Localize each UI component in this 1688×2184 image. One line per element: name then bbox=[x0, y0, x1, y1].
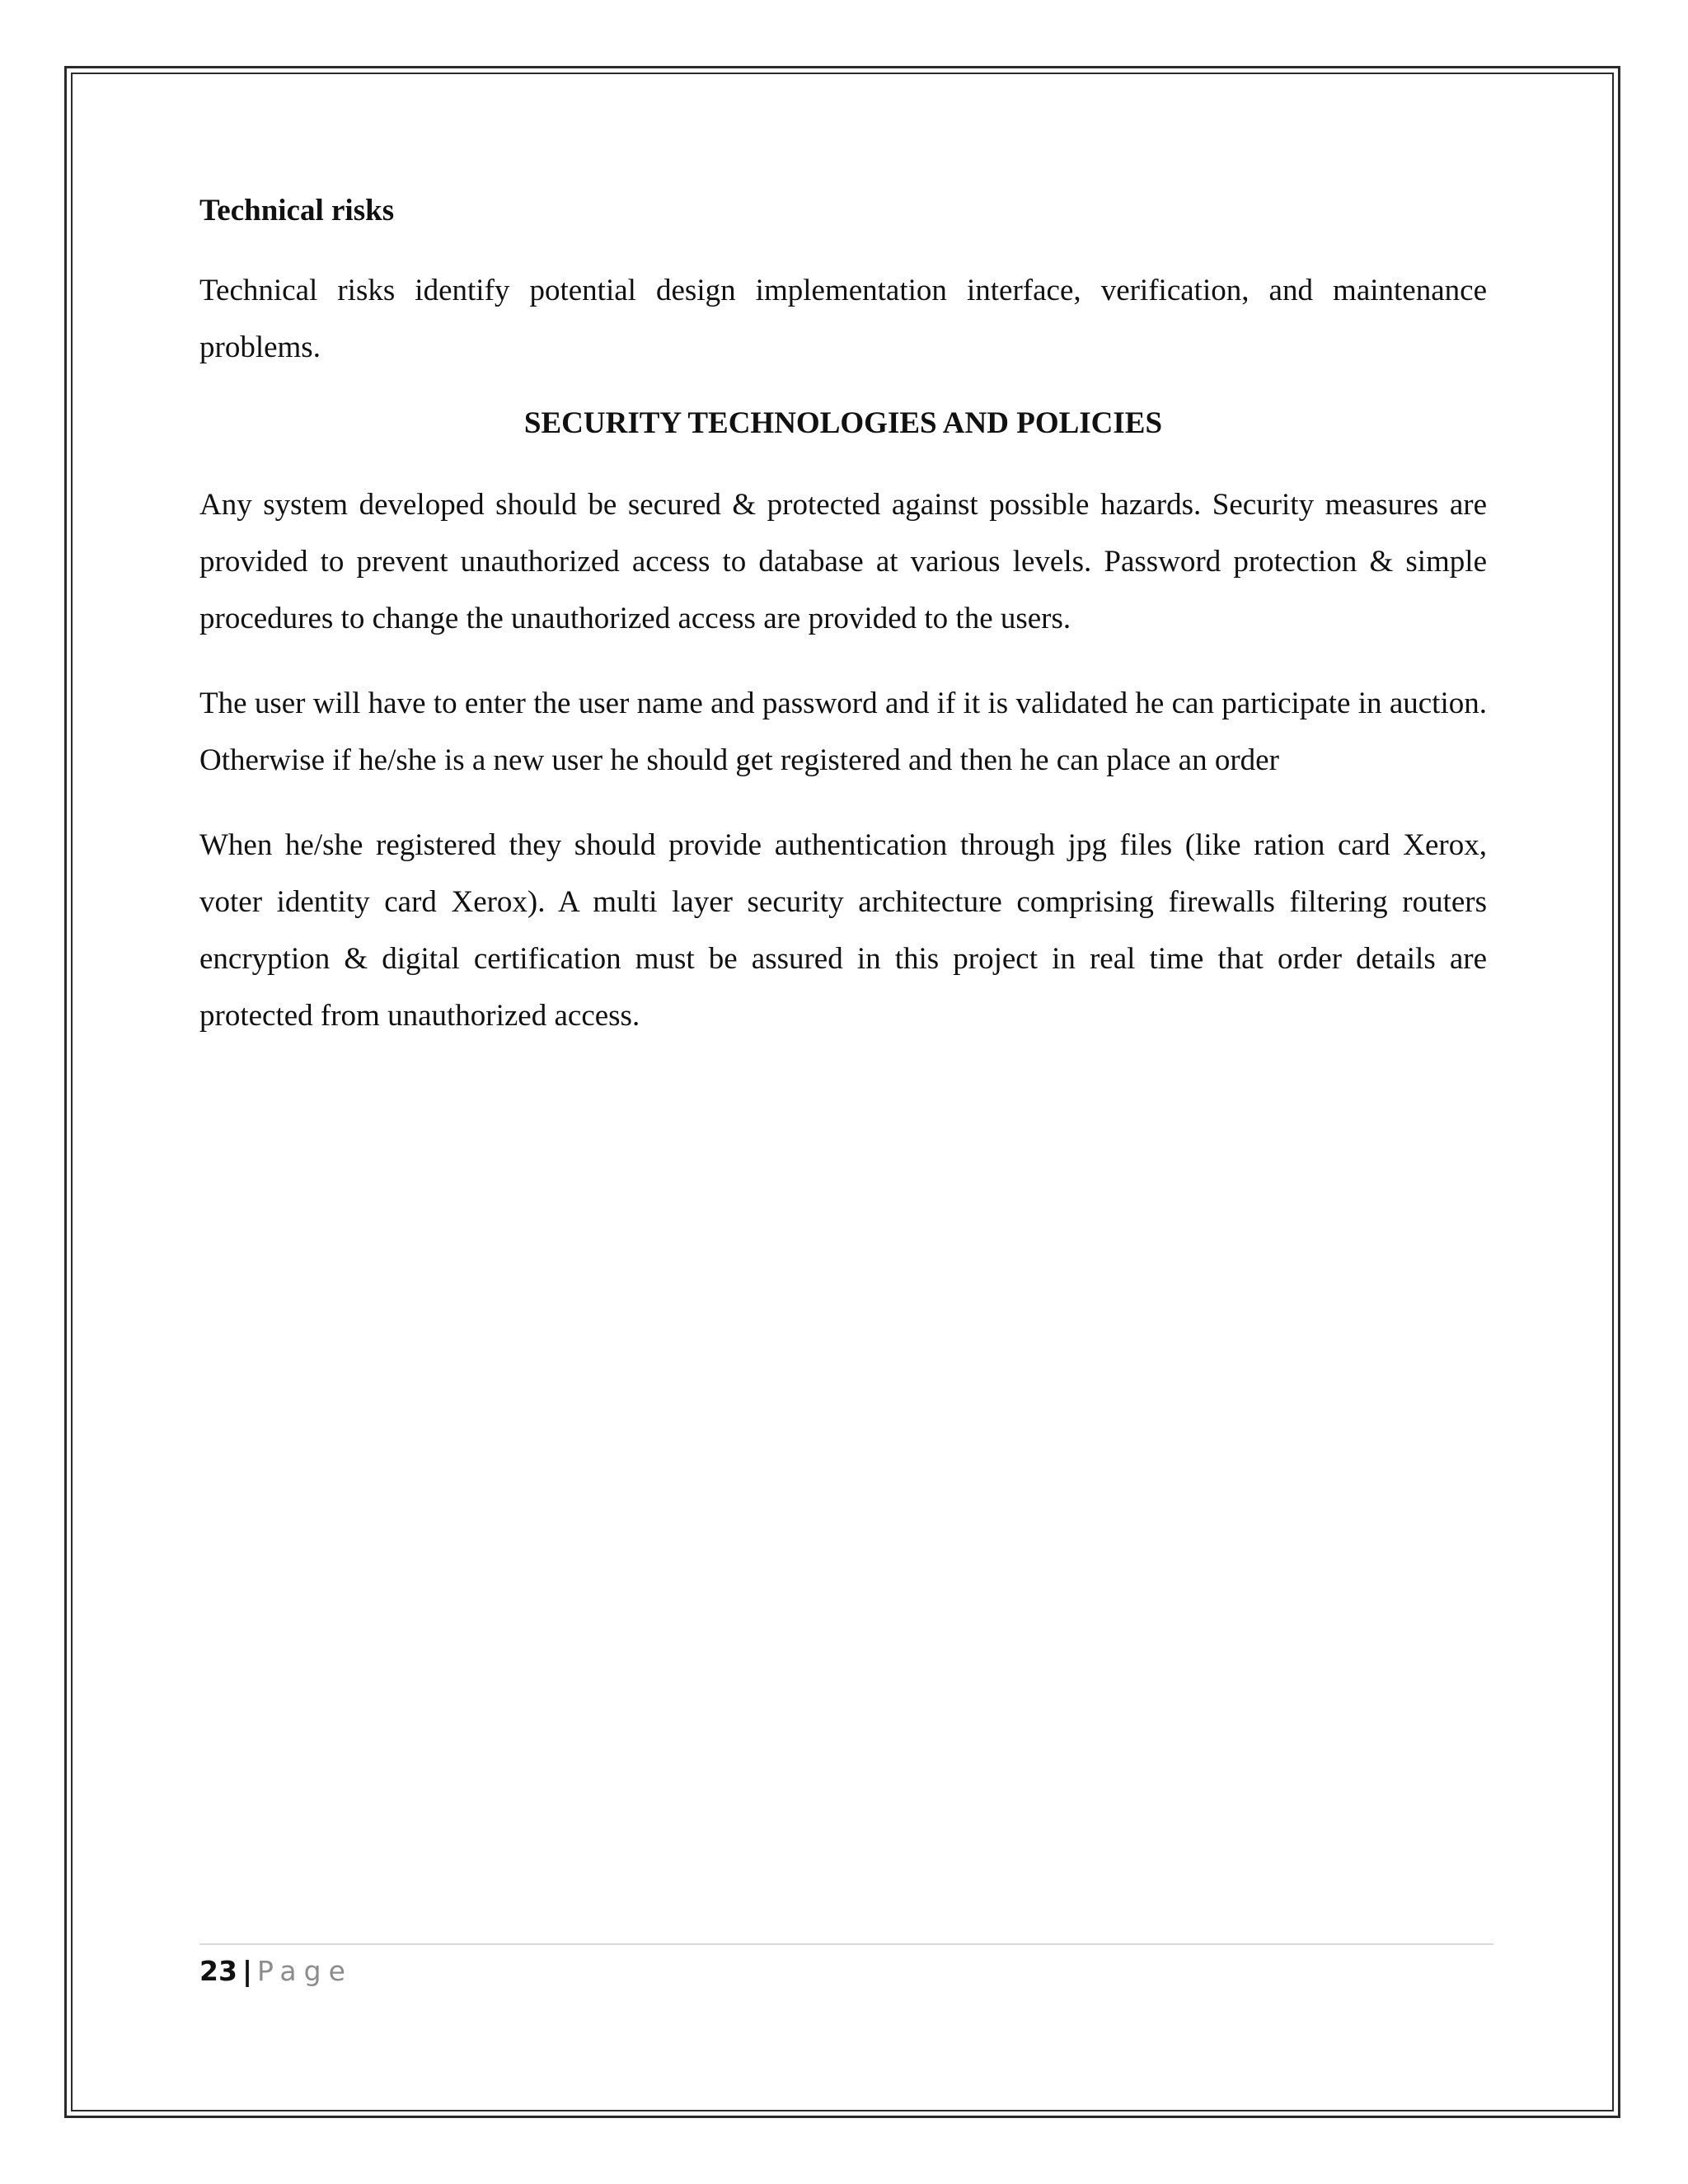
page-footer bbox=[199, 1943, 1493, 1988]
footer-divider bbox=[199, 1943, 1493, 1945]
section-title-security: SECURITY TECHNOLOGIES AND POLICIES bbox=[523, 406, 1163, 441]
page-number-line bbox=[199, 1955, 1493, 1988]
paragraph-authentication: When he/she registered they should provide authentication through jpg files (like ration card Xerox, voter identity card Xerox). A multi layer security architecture comprising firewalls filtering routers encryption & digital certification must be assured in this project in real time that order details are protected from unauthorized access. bbox=[199, 828, 1487, 1033]
page-content bbox=[199, 191, 1487, 1072]
page-separator: | bbox=[241, 1955, 252, 1987]
section-heading-technical-risks: Technical risks bbox=[199, 194, 395, 227]
page-number: 23 bbox=[199, 1955, 237, 1987]
paragraph-user-login: The user will have to enter the user name and password and if it is validated he can participate in auction. Otherwise if he/she is a new user he should get registered and then he can place an order bbox=[199, 687, 1487, 778]
page-label: Page bbox=[257, 1955, 353, 1987]
paragraph-security-measures: Any system developed should be secured & protected against possible hazards. Security measures are provided to prevent unauthorized access to database at various levels. Password protection & simple procedures to change the unauthorized access are provided to the users. bbox=[199, 488, 1487, 636]
intro-paragraph: Technical risks identify potential design implementation interface, verification, and maintenance problems. bbox=[199, 274, 1487, 365]
